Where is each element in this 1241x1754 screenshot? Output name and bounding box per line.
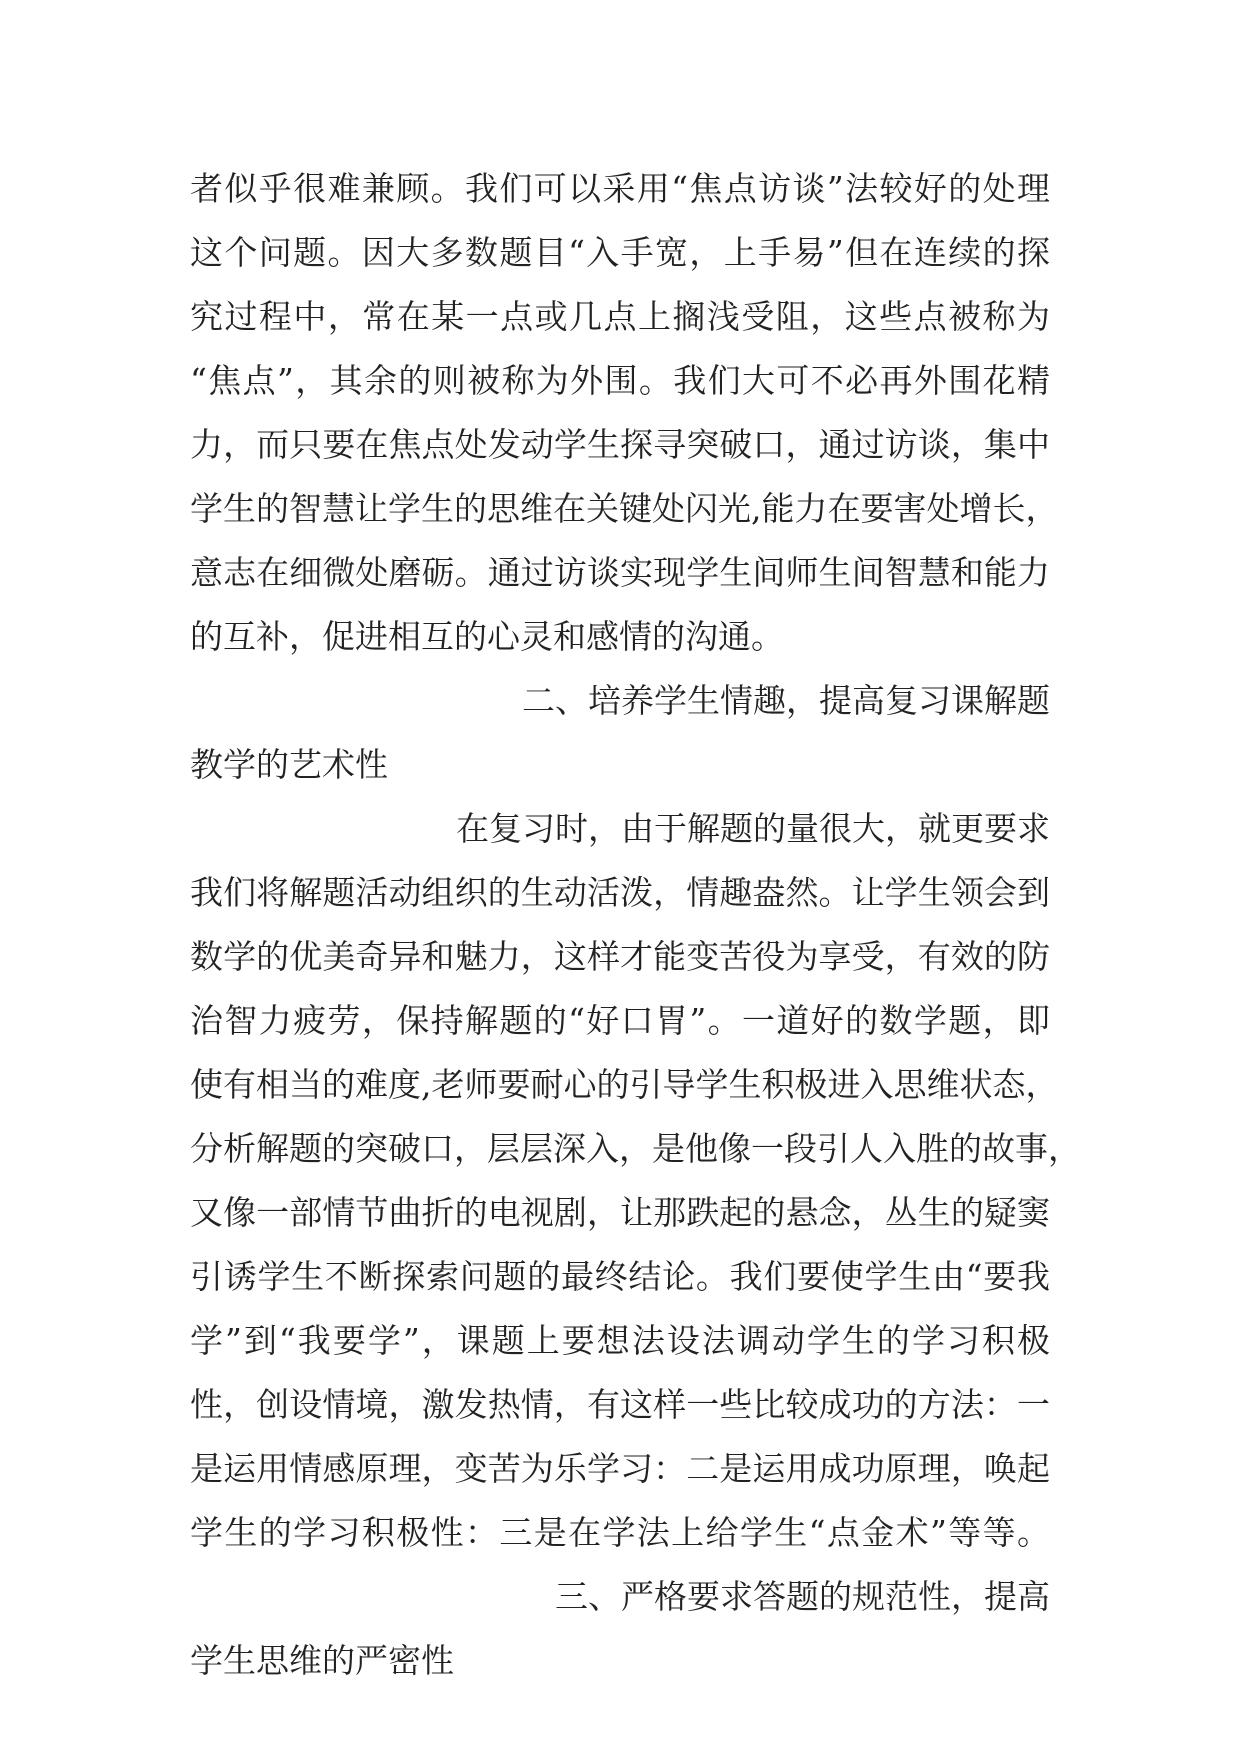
paragraph-line: 性，创设情境，激发热情，有这样一些比较成功的方法：一 (190, 1385, 1050, 1424)
section-heading-3: 三、严格要求答题的规范性，提高 (555, 1577, 1050, 1616)
paragraph-line: 又像一部情节曲折的电视剧，让那跌起的悬念，丛生的疑窦 (190, 1193, 1050, 1232)
paragraph-line: 者似乎很难兼顾。我们可以采用“焦点访谈”法较好的处理 (190, 169, 1050, 208)
paragraph-line: 这个问题。因大多数题目“入手宽，上手易”但在连续的探 (190, 233, 1050, 272)
paragraph-line: 的互补，促进相互的心灵和感情的沟通。 (190, 617, 784, 656)
section-heading-2-continued: 教学的艺术性 (190, 745, 388, 784)
paragraph-line: 分析解题的突破口，层层深入，是他像一段引人入胜的故事， (190, 1129, 1081, 1168)
section-heading-2: 二、培养学生情趣，提高复习课解题 (522, 681, 1050, 720)
paragraph-line: 学生的智慧让学生的思维在关键处闪光,能力在要害处增长， (190, 489, 1059, 528)
paragraph-line: 究过程中，常在某一点或几点上搁浅受阻，这些点被称为 (190, 297, 1050, 336)
paragraph-line: 治智力疲劳，保持解题的“好口胃”。一道好的数学题，即 (190, 1001, 1050, 1040)
paragraph-line: 使有相当的难度,老师要耐心的引导学生积极进入思维状态， (190, 1065, 1059, 1104)
paragraph-line: 学生的学习积极性：三是在学法上给学生“点金术”等等。 (190, 1513, 1050, 1552)
paragraph-line: 意志在细微处磨砺。通过访谈实现学生间师生间智慧和能力 (190, 553, 1050, 592)
section-heading-3-continued: 学生思维的严密性 (190, 1641, 454, 1680)
paragraph-line: 我们将解题活动组织的生动活泼，情趣盎然。让学生领会到 (190, 873, 1050, 912)
paragraph-line: 是运用情感原理，变苦为乐学习：二是运用成功原理，唤起 (190, 1449, 1050, 1488)
paragraph-line: 学”到“我要学”，课题上要想法设法调动学生的学习积极 (190, 1321, 1050, 1360)
paragraph-line: 在复习时，由于解题的量很大，就更要求 (456, 809, 1050, 848)
body-text (190, 157, 1081, 1693)
paragraph-line: 数学的优美奇异和魅力，这样才能变苦役为享受，有效的防 (190, 937, 1050, 976)
paragraph-line: 引诱学生不断探索问题的最终结论。我们要使学生由“要我 (190, 1257, 1050, 1296)
paragraph-line: “焦点”，其余的则被称为外围。我们大可不必再外围花精 (190, 361, 1050, 400)
paragraph-line: 力，而只要在焦点处发动学生探寻突破口，通过访谈，集中 (190, 425, 1050, 464)
